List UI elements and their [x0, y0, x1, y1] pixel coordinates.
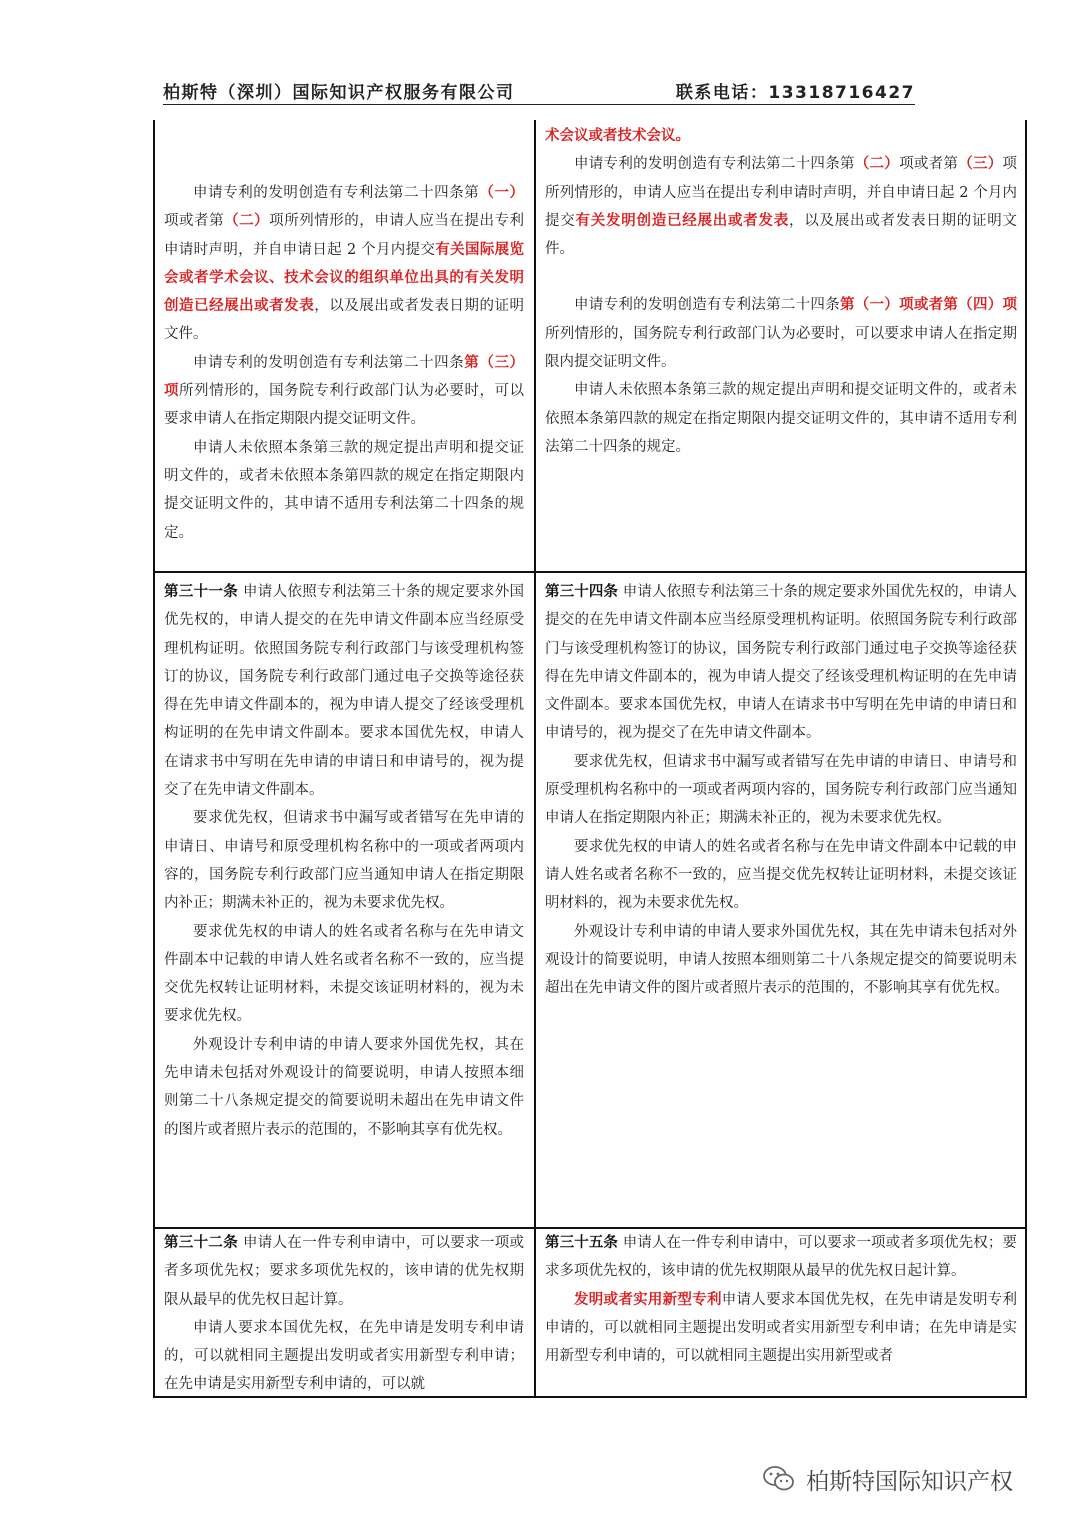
paragraph: 发明或者实用新型专利申请人要求本国优先权，在先申请是发明专利申请的，可以就相同主题提出发明或者实用新型专利申请；在先申请是实用新型专利申请的，可以就相同主题提出实用新型或者: [545, 1290, 1018, 1365]
paragraph: 外观设计专利申请的申请人要求外国优先权，其在先申请未包括对外观设计的简要说明，申请人按照本细则第二十八条规定提交的简要说明未超出在先申请文件的图片或者照片表示的范围的，不影响其享有优先权。: [545, 923, 1017, 997]
column-divider: [534, 120, 536, 1398]
row1-right-cell: [545, 122, 1017, 461]
row2-left-cell: [164, 578, 524, 1144]
article-title: 第三十四条: [545, 583, 619, 600]
paragraph: 申请专利的发明创造有专利法第二十四条第（一）项或者第（二）项所列情形的，申请人应当在提出专利申请时声明，并自申请日起 2 个月内提交有关国际展览会或者学术会议、技术会议的组织单位出具的有关发明创造已经展出或者发表，以及展出或者发表日期的证明文件。: [164, 184, 525, 343]
paragraph: 要求优先权的申请人的姓名或者名称与在先申请文件副本中记载的申请人姓名或者名称不一致的，应当提交优先权转让证明材料，未提交该证明材料的，视为未要求优先权。: [545, 838, 1017, 912]
wechat-icon: [762, 1464, 796, 1494]
page-header: [163, 78, 915, 105]
paragraph: 申请专利的发明创造有专利法第二十四条第（三）项所列情形的，国务院专利行政部门认为必要时，可以要求申请人在指定期限内提交证明文件。: [164, 353, 525, 428]
contact-phone: 联系电话：13318716427: [675, 83, 915, 103]
watermark-label: 柏斯特国际知识产权: [806, 1468, 1013, 1495]
paragraph: 第三十五条 申请人在一件专利申请中，可以要求一项或者多项优先权；要求多项优先权的，该申请的优先权期限从最早的优先权日起计算。: [545, 1234, 1018, 1280]
article-title: 第三十二条: [164, 1234, 239, 1251]
paragraph: 要求优先权，但请求书中漏写或者错写在先申请的申请日、申请号和原受理机构名称中的一项或者两项内容的，国务院专利行政部门应当通知申请人在指定期限内补正；期满未补正的，视为未要求优先权。: [545, 753, 1017, 827]
paragraph: 申请专利的发明创造有专利法第二十四条第（二）项或者第（三）项所列情形的，申请人应当在提出专利申请时声明，并自申请日起 2 个月内提交有关发明创造已经展出或者发表，以及展出或者发表日期的证明文件。: [545, 155, 1018, 258]
paragraph: 第三十二条 申请人在一件专利申请中，可以要求一项或者多项优先权；要求多项优先权的，该申请的优先权期限从最早的优先权日起计算。: [164, 1234, 525, 1308]
paragraph: 申请专利的发明创造有专利法第二十四条第（一）项或者第（四）项所列情形的，国务院专利行政部门认为必要时，可以要求申请人在指定期限内提交证明文件。: [545, 296, 1018, 371]
spacer: [545, 263, 1017, 291]
paragraph: 外观设计专利申请的申请人要求外国优先权，其在先申请未包括对外观设计的简要说明，申请人按照本细则第二十八条规定提交的简要说明未超出在先申请文件的图片或者照片表示的范围的，不影响其享有优先权。: [164, 1036, 524, 1138]
company-name: 柏斯特（深圳）国际知识产权服务有限公司: [163, 83, 515, 103]
article-title: 第三十一条: [164, 583, 239, 600]
article-title: 第三十五条: [545, 1234, 619, 1251]
wechat-watermark: [762, 1462, 1013, 1496]
paragraph: 第三十一条 申请人依照专利法第三十条的规定要求外国优先权的，申请人提交的在先申请文件副本应当经原受理机构证明。依照国务院专利行政部门与该受理机构签订的协议，国务院专利行政部门通过电子交换等途径获得在先申请文件副本的，视为申请人提交了经该受理机构证明的在先申请文件副本。要求本国优先权，申请人在请求书中写明在先申请的申请日和申请号的，视为提交了在先申请文件副本。: [164, 583, 525, 799]
row3-right-cell: [545, 1229, 1017, 1370]
paragraph: 申请人未依照本条第三款的规定提出声明和提交证明文件的，或者未依照本条第四款的规定在指定期限内提交证明文件的，其申请不适用专利法第二十四条的规定。: [545, 382, 1017, 455]
paragraph: 申请人未依照本条第三款的规定提出声明和提交证明文件的，或者未依照本条第四款的规定在指定期限内提交证明文件的，其申请不适用专利法第二十四条的规定。: [164, 439, 524, 541]
paragraph: 要求优先权，但请求书中漏写或者错写在先申请的申请日、申请号和原受理机构名称中的一项或者两项内容的，国务院专利行政部门应当通知申请人在指定期限内补正；期满未补正的，视为未要求优先权。: [164, 810, 524, 912]
paragraph: 第三十四条 申请人依照专利法第三十条的规定要求外国优先权的，申请人提交的在先申请文件副本应当经原受理机构证明。依照国务院专利行政部门与该受理机构签订的协议，国务院专利行政部门通过电子交换等途径获得在先申请文件副本的，视为申请人提交了经该受理机构证明的在先申请文件副本。要求本国优先权，申请人在请求书中写明在先申请的申请日和申请号的，视为提交了在先申请文件副本。: [545, 583, 1018, 742]
paragraph: 要求优先权的申请人的姓名或者名称与在先申请文件副本中记载的申请人姓名或者名称不一致的，应当提交优先权转让证明材料，未提交该证明材料的，视为未要求优先权。: [164, 923, 524, 1025]
paragraph: 申请人要求本国优先权，在先申请是发明专利申请的，可以就相同主题提出发明或者实用新型专利申请；在先申请是实用新型专利申请的，可以就: [164, 1319, 524, 1393]
row1-left-cell: [164, 179, 524, 547]
row3-left-cell: [164, 1229, 524, 1399]
paragraph: 术会议或者技术会议。: [545, 127, 690, 144]
row-divider-1: [153, 571, 1027, 573]
row2-right-cell: [545, 578, 1017, 1002]
